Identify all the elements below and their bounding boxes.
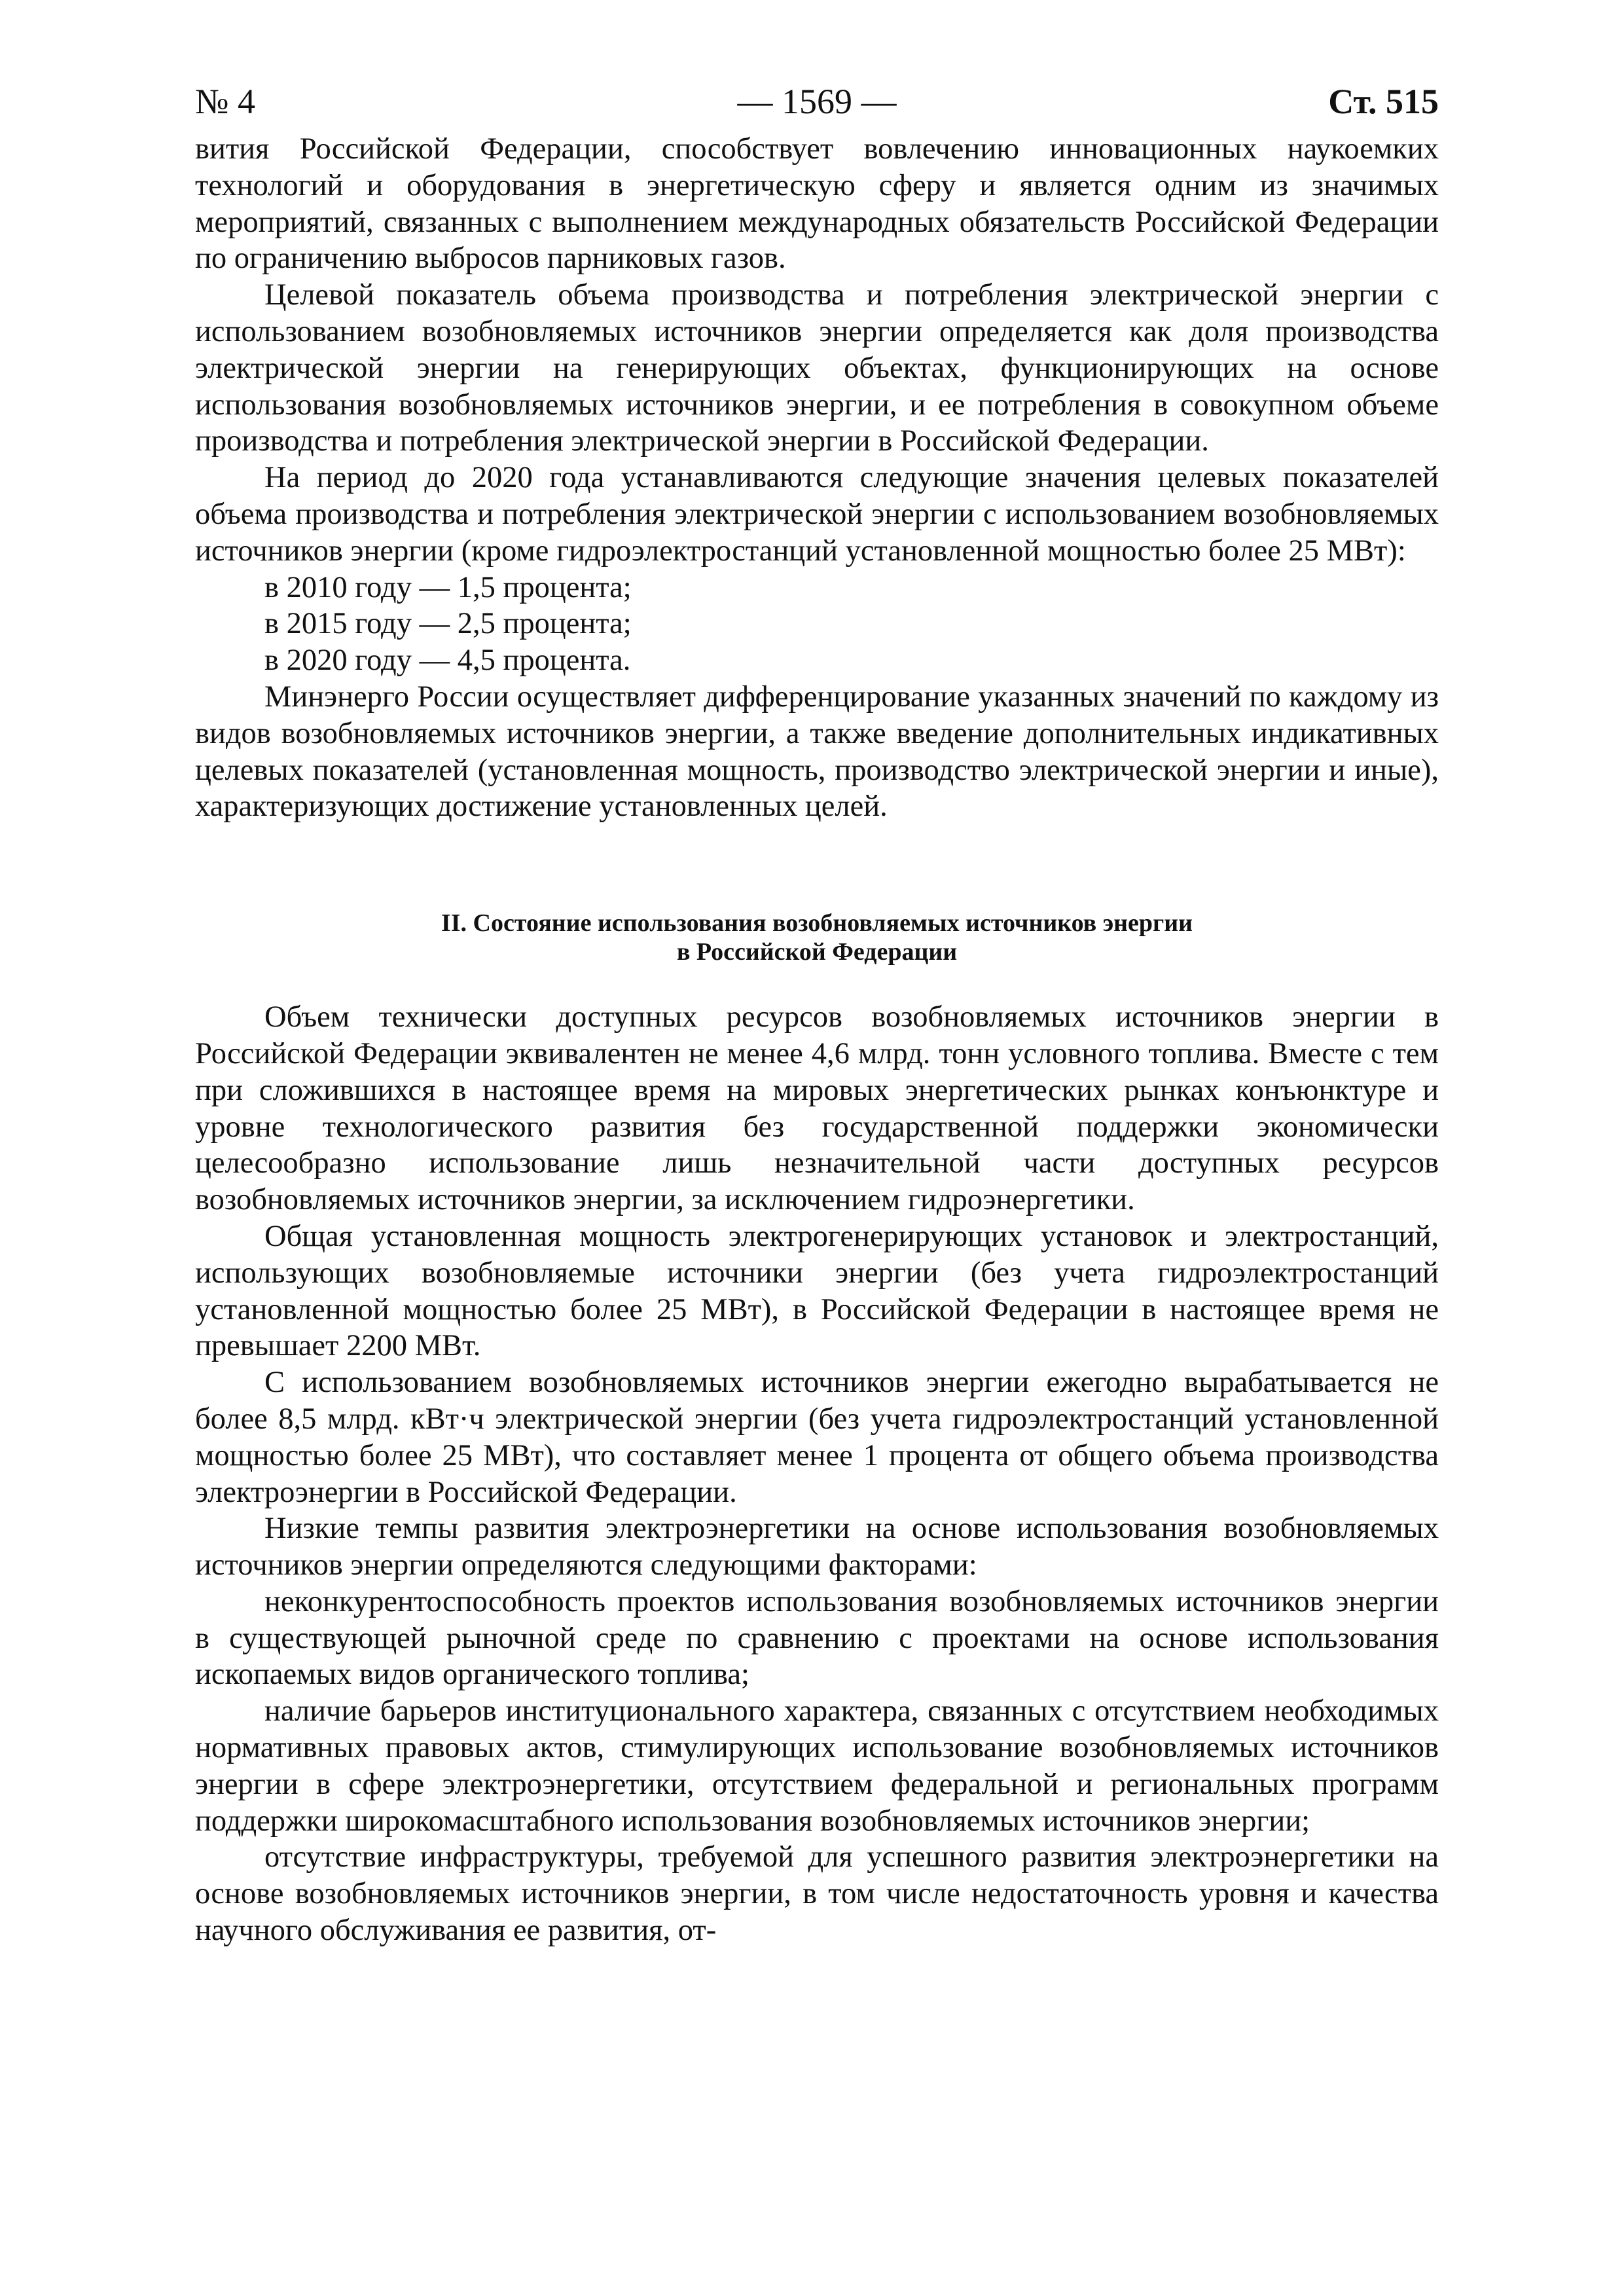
issue-number: № 4	[195, 82, 256, 121]
section-heading-line: в Российской Федерации	[676, 938, 958, 966]
article-number: Ст. 515	[1328, 82, 1439, 121]
paragraph: вития Российской Федерации, способствует вовлечению инновационных наукоемких технологий и оборудования в энергетическую сферу и является одним из значимых мероприятий, связанных с выполнением международных обязательств Российской Федерации по ограничению выбросов парниковых газов.	[195, 132, 1439, 276]
paragraph: Минэнерго России осуществляет дифференцирование указанных значений по каждому из видов возобновляемых источников энергии, а также введение дополнительных индикативных целевых показателей (установленная мощность, производство электрической энергии и иные), характеризующих достижение установленных целей.	[195, 680, 1439, 824]
paragraph: С использованием возобновляемых источников энергии ежегодно вырабатывается не более 8,5 млрд. кВт·ч электрической энергии (без учета гидроэлектростанций установленной мощностью более 25 МВт), что составляет менее 1 процента от общего объема производства электроэнергии в Российской Федерации.	[195, 1366, 1439, 1509]
target-item: в 2015 году — 2,5 процента;	[264, 607, 632, 641]
page-number: — 1569 —	[737, 82, 897, 121]
paragraph: Объем технически доступных ресурсов возобновляемых источников энергии в Российской Федерации эквивалентен не менее 4,6 млрд. тонн условного топлива. Вместе с тем при сложившихся в настоящее время на мировых энергетических рынках конъюнктуре и уровне технологического развития без государственной поддержки экономически целесообразно использование лишь незначительной части доступных ресурсов возобновляемых источников энергии, за исключением гидроэнергетики.	[195, 1000, 1439, 1217]
document-page	[195, 72, 1439, 1949]
section-spacer	[195, 825, 1439, 909]
document-body	[195, 131, 1439, 1949]
target-item: в 2020 году — 4,5 процента.	[264, 644, 631, 678]
paragraph: неконкурентоспособность проектов использования возобновляемых источников энергии в существующей рыночной среде по сравнению с проектами на основе использования ископаемых видов органического топлива;	[195, 1584, 1439, 1692]
section-heading-line: II. Состояние использования возобновляемых источников энергии	[441, 909, 1193, 938]
paragraph: наличие барьеров институционального характера, связанных с отсутствием необходимых нормативных правовых актов, стимулирующих использование возобновляемых источников энергии в сфере электроэнергетики, отсутствием федеральной и региональных программ поддержки широкомасштабного использования возобновляемых источников энергии;	[195, 1694, 1439, 1838]
paragraph: отсутствие инфраструктуры, требуемой для успешного развития электроэнергетики на основе возобновляемых источников энергии, в том числе недостаточность уровня и качества научного обслуживания ее развития, от-	[195, 1840, 1439, 1948]
section-heading	[195, 909, 1439, 966]
paragraph: Низкие темпы развития электроэнергетики на основе использования возобновляемых источников энергии определяются следующими факторами:	[195, 1512, 1439, 1582]
target-item: в 2010 году — 1,5 процента;	[264, 570, 632, 604]
page-header	[195, 72, 1439, 131]
paragraph: Целевой показатель объема производства и потребления электрической энергии с использованием возобновляемых источников энергии определяется как доля производства электрической энергии на генерирующих объектах, функционирующих на основе использования возобновляемых источников энергии, и ее потребления в совокупном объеме производства и потребления электрической энергии в Российской Федерации.	[195, 278, 1439, 458]
paragraph: На период до 2020 года устанавливаются следующие значения целевых показателей объема производства и потребления электрической энергии с использованием возобновляемых источников энергии (кроме гидроэлектростанций установленной мощностью более 25 МВт):	[195, 461, 1439, 568]
paragraph: Общая установленная мощность электрогенерирующих установок и электростанций, использующих возобновляемые источники энергии (без учета гидроэлектростанций установленной мощностью более 25 МВт), в Российской Федерации в настоящее время не превышает 2200 МВт.	[195, 1219, 1439, 1363]
